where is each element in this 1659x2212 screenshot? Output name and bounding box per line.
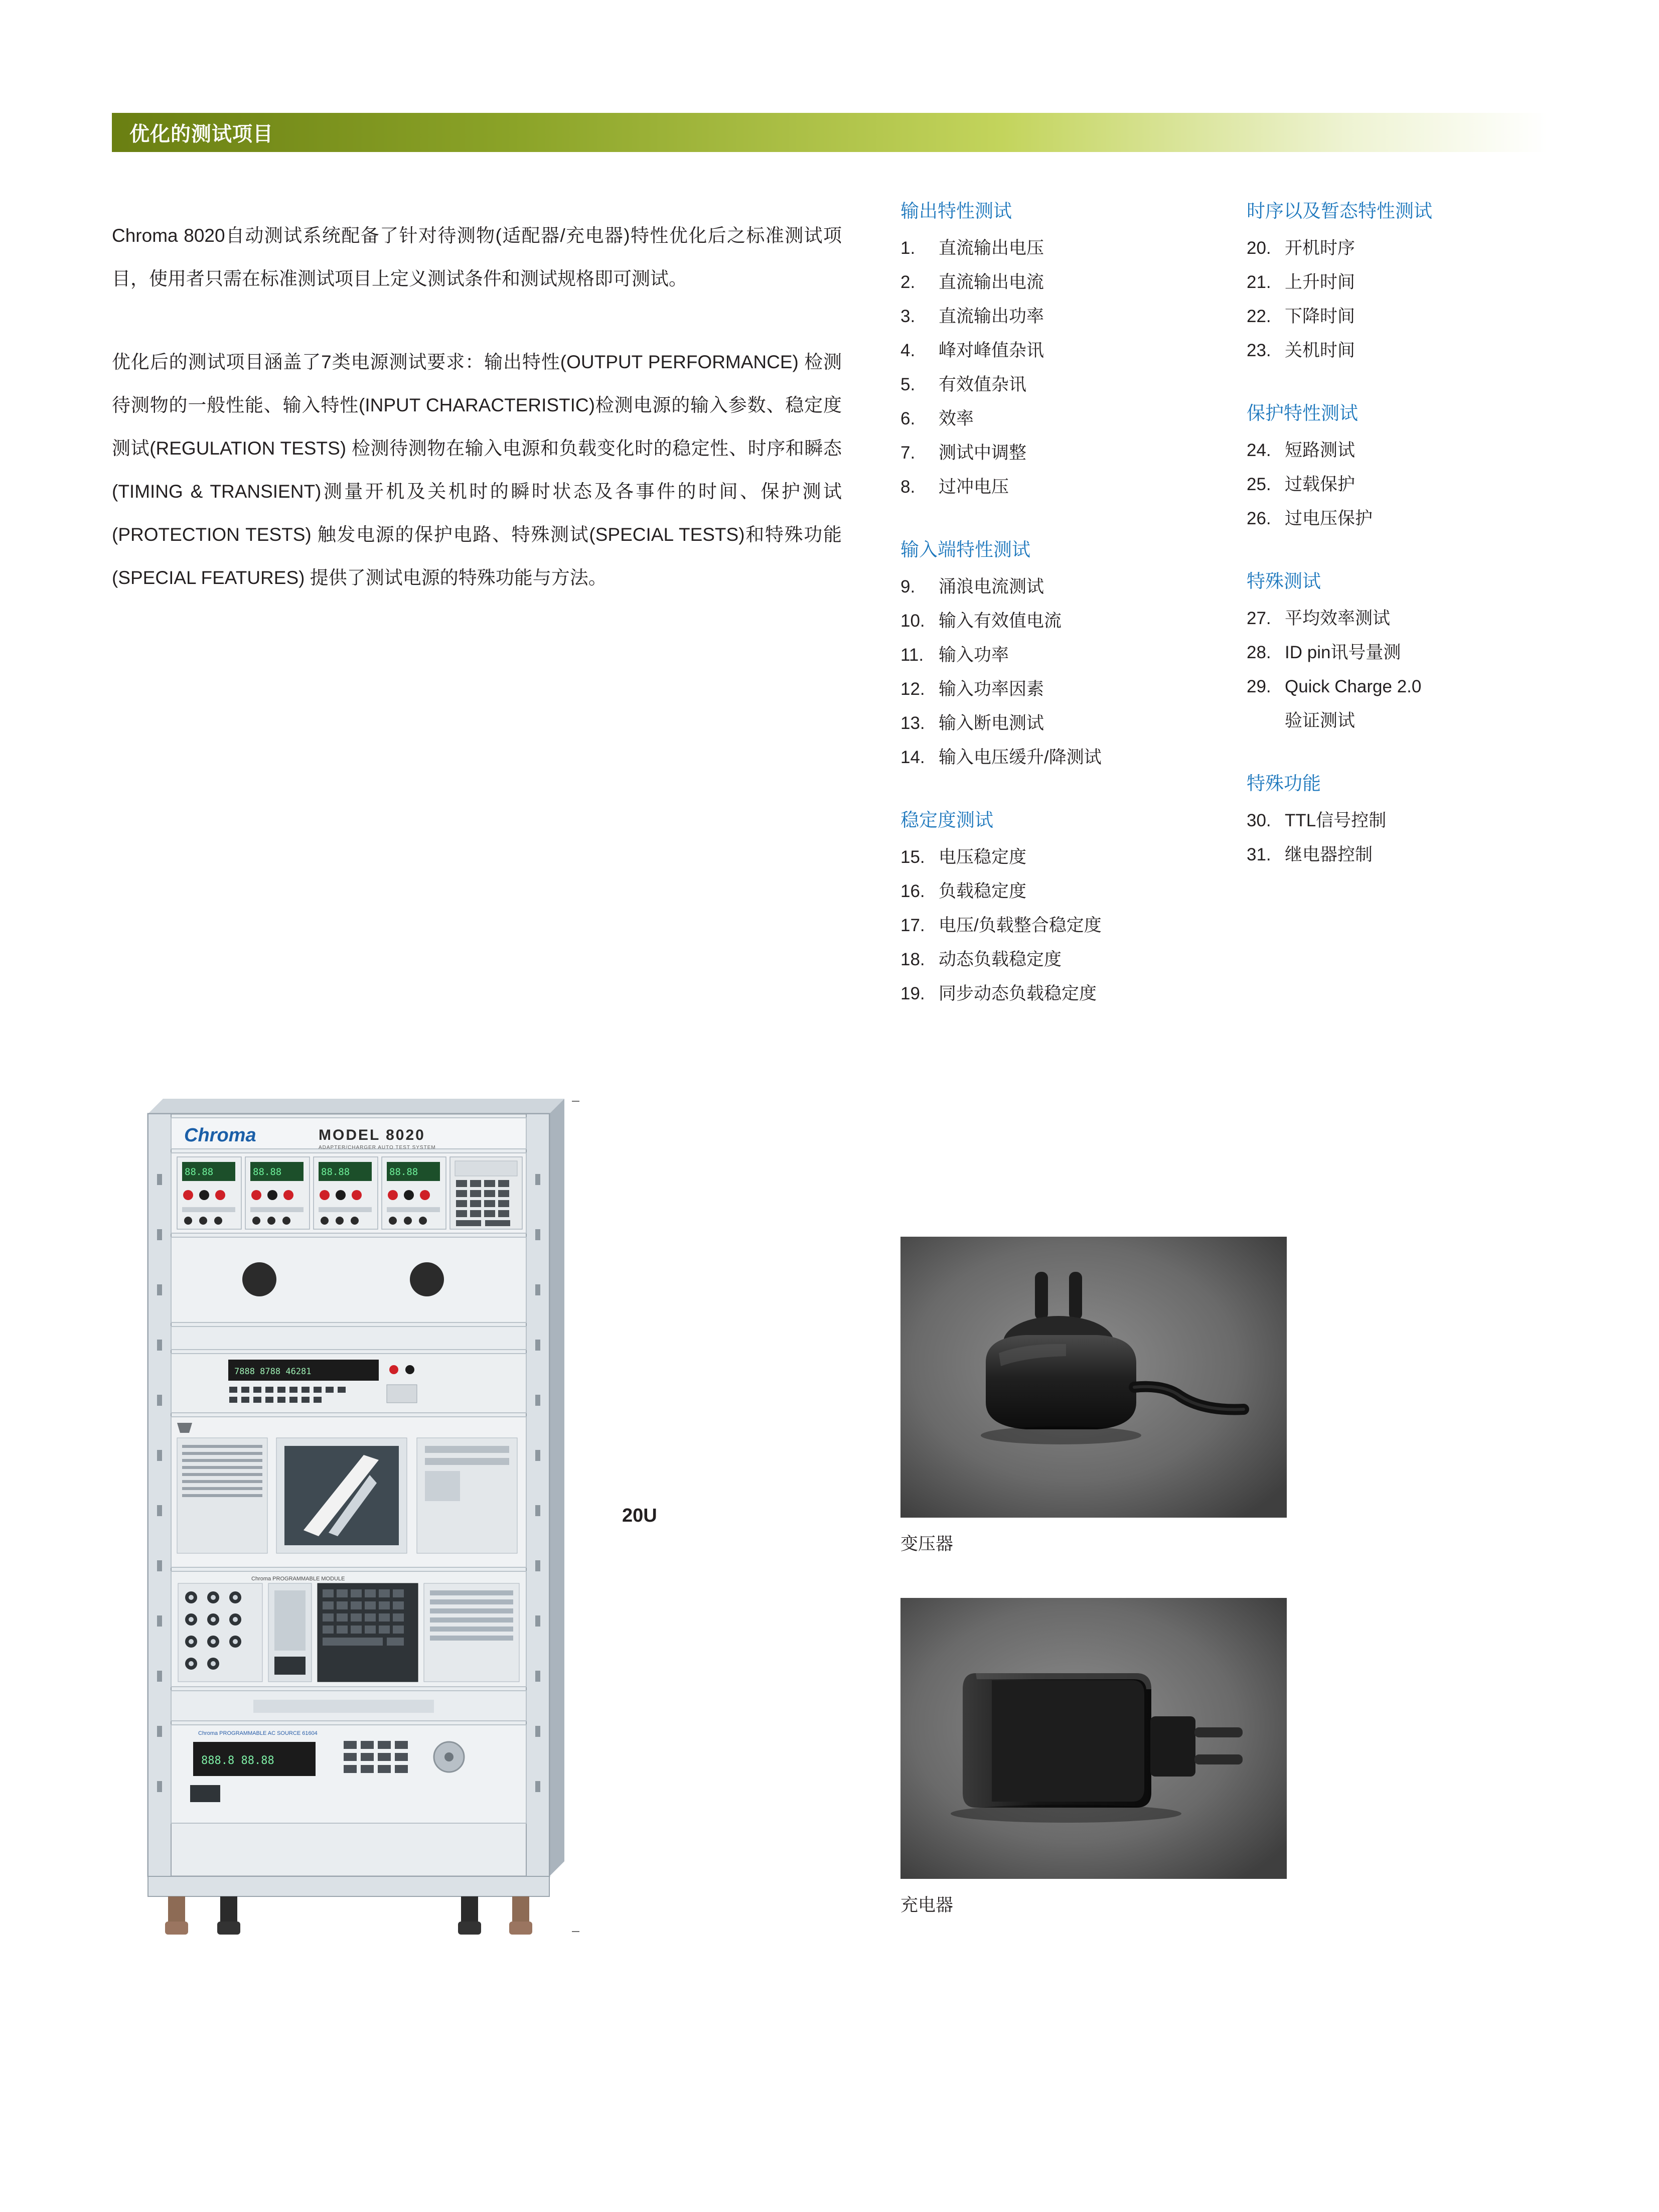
paragraph-categories: 优化后的测试项目涵盖了7类电源测试要求：输出特性(OUTPUT PERFORMANCE) 检测待测物的一般性能、输入特性(INPUT CHARACTERISTIC)检测电源的输入参数、稳定度测试(REGULATION TESTS) 检测待测物在输入电源和负载变化时的稳定性、时序和瞬态(TIMING & TRANSIENT)测量开机及关机时的瞬时状态及各事件的时间、保护测试(PROTECTION TESTS) 触发电源的保护电路、特殊测试(SPECIAL TESTS)和特殊功能(SPECIAL FEATURES) 提供了测试电源的特殊功能与方法。 <box>112 352 842 588</box>
item-label: 直流输出功率 <box>939 307 1044 326</box>
svg-text:888.8 88.88: 888.8 88.88 <box>201 1754 274 1767</box>
svg-text:88.88: 88.88 <box>321 1166 350 1177</box>
item-number: 15. <box>900 847 925 867</box>
item-label: Quick Charge 2.0 <box>1285 677 1422 696</box>
item-number: 5. <box>900 375 916 394</box>
list-item <box>900 840 1222 874</box>
item-number: 4. <box>900 341 916 360</box>
list-item <box>1247 468 1568 502</box>
photo-charger <box>900 1598 1287 1879</box>
item-label: 开机时序 <box>1285 238 1355 258</box>
item-number: 2. <box>900 272 916 292</box>
item-number: 20. <box>1247 238 1271 258</box>
item-number: 7. <box>900 443 916 463</box>
caption-transformer: 变压器 <box>900 1534 954 1554</box>
item-label: 短路测试 <box>1285 440 1355 460</box>
item-number: 12. <box>900 679 925 699</box>
list-item <box>1247 636 1568 670</box>
item-label-continuation: 验证测试 <box>1285 711 1355 730</box>
list-item <box>1247 602 1568 636</box>
item-label: TTL信号控制 <box>1285 811 1387 830</box>
item-label: 直流输出电压 <box>939 238 1044 258</box>
item-number: 9. <box>900 577 916 597</box>
item-number: 31. <box>1247 845 1271 864</box>
item-label: 测试中调整 <box>939 443 1027 463</box>
list-item <box>900 300 1222 334</box>
list-item <box>900 265 1222 300</box>
list-item <box>1247 433 1568 468</box>
list-item <box>900 334 1222 368</box>
list-item <box>900 874 1222 909</box>
item-label: 继电器控制 <box>1285 845 1373 864</box>
item-number: 1. <box>900 238 916 258</box>
group-title: 稳定度测试 <box>900 810 993 830</box>
list-item <box>900 909 1222 943</box>
item-label: 输入功率 <box>939 645 1009 665</box>
item-label: 电压/负载整合稳定度 <box>939 916 1102 935</box>
item-label: 输入断电测试 <box>939 713 1044 733</box>
list-item <box>900 977 1222 1011</box>
item-number: 26. <box>1247 509 1271 528</box>
group-protection-tests <box>1247 398 1568 536</box>
item-number: 27. <box>1247 609 1271 628</box>
list-item <box>1247 300 1568 334</box>
transformer-image <box>900 1237 1287 1518</box>
group-special-features <box>1247 768 1568 872</box>
list-item <box>1247 502 1568 536</box>
item-number: 6. <box>900 409 916 428</box>
item-label: 效率 <box>939 409 974 428</box>
item-label: 电压稳定度 <box>939 847 1027 867</box>
item-label: 过电压保护 <box>1285 509 1373 528</box>
list-item <box>900 943 1222 977</box>
list-item <box>900 402 1222 436</box>
svg-text:Chroma PROGRAMMABLE AC SOURC: Chroma PROGRAMMABLE AC SOURCE 61604 <box>198 1730 318 1736</box>
item-number: 29. <box>1247 677 1271 696</box>
list-item <box>1247 265 1568 300</box>
item-number: 23. <box>1247 341 1271 360</box>
caption-charger: 充电器 <box>900 1895 954 1915</box>
item-label: 输入有效值电流 <box>939 611 1062 631</box>
list-item <box>900 741 1222 775</box>
svg-text:MODEL 8020: MODEL 8020 <box>319 1127 425 1143</box>
item-number: 10. <box>900 611 925 631</box>
item-label: 输入电压缓升/降测试 <box>939 748 1102 767</box>
group-title: 特殊测试 <box>1247 571 1321 592</box>
list-item <box>1247 838 1568 872</box>
rack-system-figure <box>128 1079 579 1942</box>
item-label: 关机时间 <box>1285 341 1355 360</box>
item-number: 13. <box>900 713 925 733</box>
item-label: 平均效率测试 <box>1285 609 1391 628</box>
svg-text:7888 8788 46281: 7888 8788 46281 <box>234 1367 312 1377</box>
list-item <box>900 436 1222 470</box>
page-title: 优化的测试项目 <box>129 123 273 145</box>
item-label: ID pin讯号量测 <box>1285 643 1401 662</box>
item-number: 28. <box>1247 643 1271 662</box>
list-item <box>900 231 1222 265</box>
list-item <box>1247 334 1568 368</box>
svg-text:ADAPTER/CHARGER AUTO TEST SYST: ADAPTER/CHARGER AUTO TEST SYSTEM <box>319 1145 436 1150</box>
svg-text:Chroma PROGRAMMABLE MODULE: Chroma PROGRAMMABLE MODULE <box>251 1576 345 1582</box>
item-label: 过载保护 <box>1285 475 1355 494</box>
list-item <box>900 470 1222 504</box>
item-label: 输入功率因素 <box>939 679 1044 699</box>
group-title: 特殊功能 <box>1247 773 1321 794</box>
item-number: 30. <box>1247 811 1271 830</box>
list-item <box>900 368 1222 402</box>
item-label: 动态负载稳定度 <box>939 950 1062 969</box>
svg-text:Chroma: Chroma <box>184 1125 256 1146</box>
item-number: 21. <box>1247 272 1271 292</box>
list-item <box>900 706 1222 741</box>
item-number: 25. <box>1247 475 1271 494</box>
item-number: 3. <box>900 307 916 326</box>
test-list-column-middle <box>900 196 1222 1011</box>
item-number: 16. <box>900 881 925 901</box>
item-label: 负载稳定度 <box>939 881 1027 901</box>
rack-dimension-label: 20U <box>622 1505 657 1526</box>
item-number: 11. <box>900 645 924 665</box>
item-number: 17. <box>900 916 925 935</box>
item-label: 过冲电压 <box>939 477 1009 497</box>
item-label: 涌浪电流测试 <box>939 577 1044 597</box>
group-special-tests <box>1247 566 1568 738</box>
item-label: 下降时间 <box>1285 307 1355 326</box>
group-output-performance <box>900 196 1222 504</box>
list-item <box>900 638 1222 672</box>
list-item <box>900 570 1222 604</box>
item-label: 峰对峰值杂讯 <box>939 341 1044 360</box>
item-number: 8. <box>900 477 916 497</box>
group-regulation-tests <box>900 805 1222 1011</box>
paragraph-intro: Chroma 8020自动测试系统配备了针对待测物(适配器/充电器)特性优化后之标准测试项目，使用者只需在标准测试项目上定义测试条件和测试规格即可测试。 <box>112 225 842 289</box>
item-number: 19. <box>900 984 925 1003</box>
item-label: 上升时间 <box>1285 272 1355 292</box>
item-number: 18. <box>900 950 925 969</box>
item-label: 同步动态负载稳定度 <box>939 984 1097 1003</box>
list-item <box>900 672 1222 706</box>
group-title: 保护特性测试 <box>1247 403 1358 423</box>
item-label: 直流输出电流 <box>939 272 1044 292</box>
list-item <box>1247 231 1568 265</box>
body-text-column <box>112 196 842 618</box>
item-number: 14. <box>900 748 925 767</box>
list-item <box>1247 670 1568 704</box>
item-number: 24. <box>1247 440 1271 460</box>
list-item <box>900 604 1222 638</box>
rack-illustration <box>128 1079 579 1942</box>
svg-text:88.88: 88.88 <box>185 1166 214 1177</box>
list-item <box>1247 804 1568 838</box>
svg-text:88.88: 88.88 <box>389 1166 418 1177</box>
group-timing-transient <box>1247 196 1568 368</box>
group-title: 时序以及暂态特性测试 <box>1247 201 1432 221</box>
item-number: 22. <box>1247 307 1271 326</box>
group-input-characteristic <box>900 534 1222 775</box>
test-list-column-right <box>1247 196 1568 872</box>
group-title: 输入端特性测试 <box>900 539 1030 560</box>
list-item-continuation <box>1247 704 1568 738</box>
photo-transformer <box>900 1237 1287 1518</box>
group-title: 输出特性测试 <box>900 201 1012 221</box>
charger-image <box>900 1598 1287 1879</box>
section-header-band <box>112 113 1548 152</box>
svg-text:88.88: 88.88 <box>253 1166 282 1177</box>
item-label: 有效值杂讯 <box>939 375 1027 394</box>
